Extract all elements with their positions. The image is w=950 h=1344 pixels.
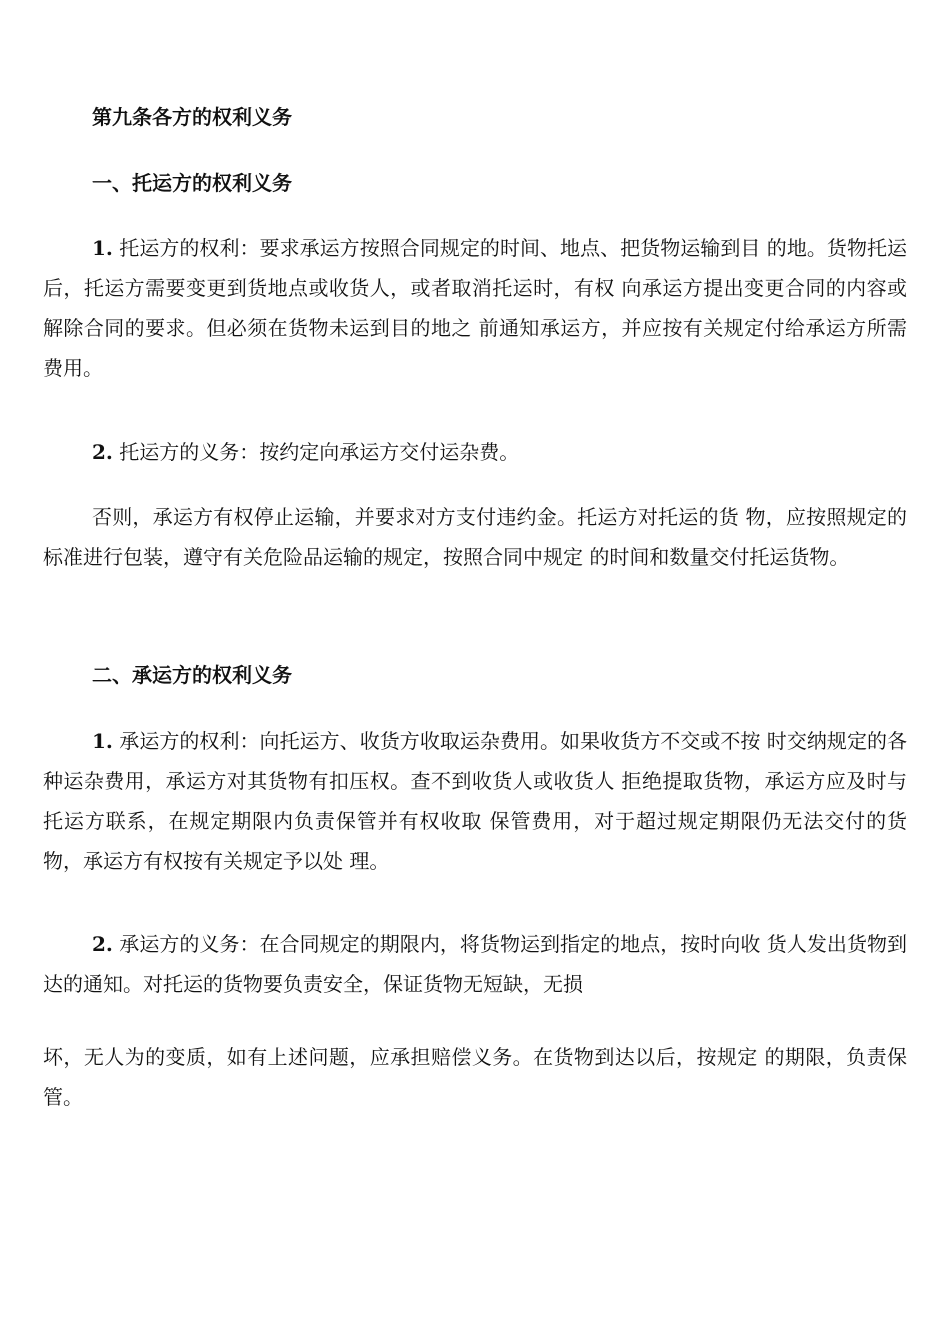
item-number: 2. [92,440,113,464]
item-number: 2. [92,932,113,956]
item-text: 托运方的权利：要求承运方按照合同规定的时间、地点、把货物运输到目 的地。货物托运后，托运方需要变更到货地点或收货人，或者取消托运时，有权 向承运方提出变更合同的内容或解除合同的要求。但必须在货物未运到目的地之 前通知承运方，并应按有关规定付给承运方所需费用。 [43,236,908,380]
section-two-item-2 [43,924,907,1004]
item-number: 1. [92,236,113,260]
section-one-item-2 [43,432,907,472]
section-two-heading: 二、承运方的权利义务 [92,663,292,687]
item-number: 1. [92,729,113,753]
section-one-item-1 [43,228,907,388]
item-text: 承运方的权利：向托运方、收货方收取运杂费用。如果收货方不交或不按 时交纳规定的各种运杂费用，承运方对其货物有扣压权。查不到收货人或收货人 拒绝提取货物，承运方应及时与托运方联系，在规定期限内负责保管并有权收取 保管费用，对于超过规定期限仍无法交付的货物，承运方有权按有关规定予以处 理。 [43,729,908,873]
section-two-item-1 [43,721,907,881]
section-two-continuation: 坏，无人为的变质，如有上述问题，应承担赔偿义务。在货物到达以后，按规定 的期限，负责保管。 [43,1045,907,1109]
article-title: 第九条各方的权利义务 [92,105,292,129]
section-one-paragraph: 否则，承运方有权停止运输，并要求对方支付违约金。托运方对托运的货 物，应按照规定的标准进行包装，遵守有关危险品运输的规定，按照合同中规定 的时间和数量交付托运货物。 [43,505,907,569]
item-text: 承运方的义务：在合同规定的期限内，将货物运到指定的地点，按时向收 货人发出货物到达的通知。对托运的货物要负责安全，保证货物无短缺，无损 [43,932,908,996]
item-text: 托运方的义务：按约定向承运方交付运杂费。 [119,440,520,464]
section-one-heading: 一、托运方的权利义务 [92,171,292,195]
